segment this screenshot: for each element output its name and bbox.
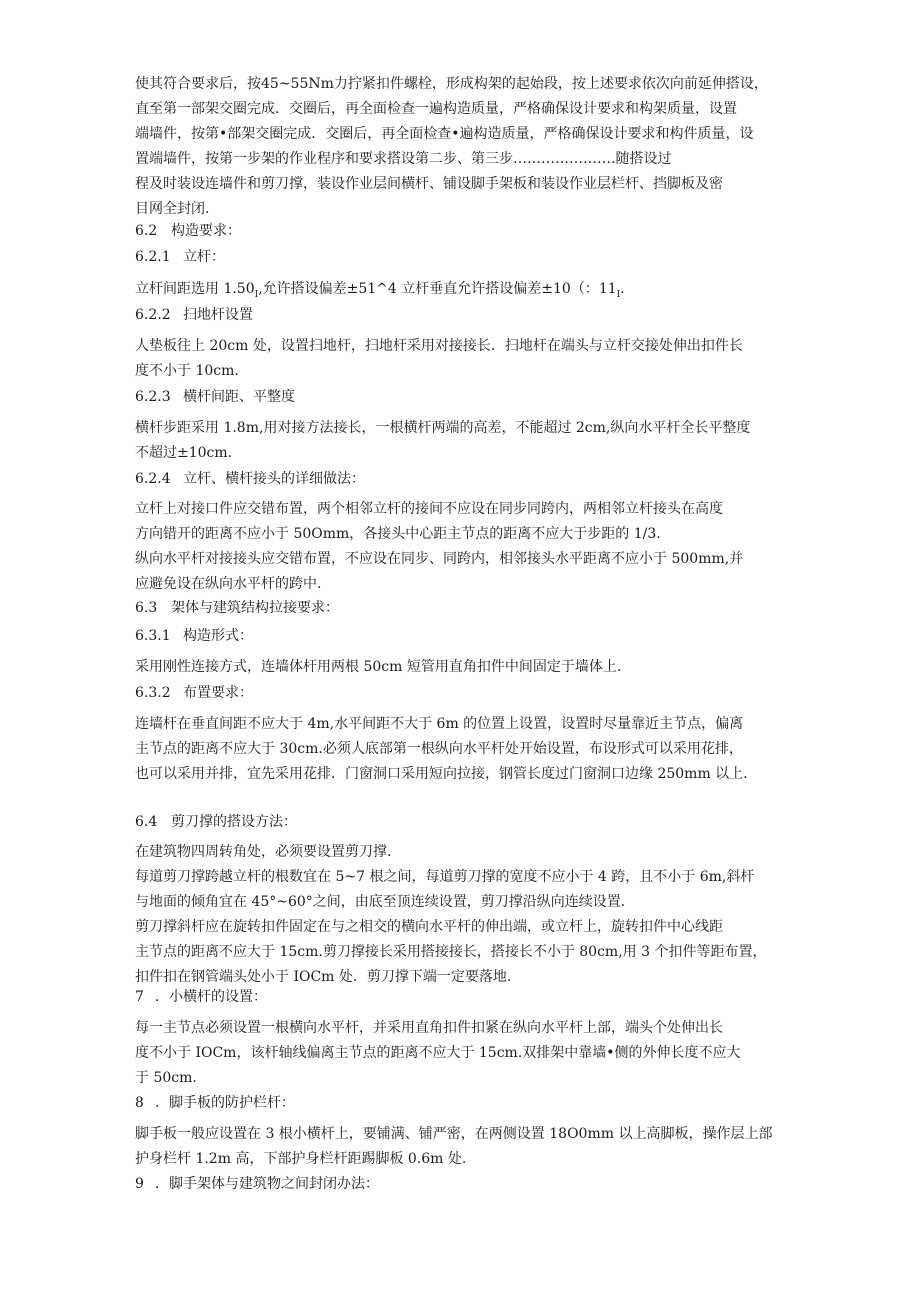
body-line: 不超过±10cm.	[135, 445, 233, 461]
body-line: 每道剪刀撑跨越立杆的根数宜在 5~7 根之间，每道剪刀撑的宽度不应小于 4 跨，且不小于 6m,斜杆	[135, 869, 755, 885]
heading-number: 6.2.1	[135, 249, 171, 265]
body-line: 应避免设在纵向水平杆的跨中.	[135, 576, 322, 592]
heading-6-2-4	[135, 467, 365, 492]
body-text: 立杆间距选用 1.50	[135, 281, 255, 297]
heading-number: 6.2.2	[135, 307, 171, 323]
heading-6-3-1	[135, 624, 253, 649]
intro-line: 使其符合要求后，按45~55Nm力拧紧扣件螺栓，形成构架的起始段，按上述要求依次向前延伸搭设，	[135, 76, 768, 92]
heading-number: 6.3.2	[135, 685, 171, 701]
heading-6-2-3	[135, 385, 295, 410]
heading-title: 构造要求：	[171, 223, 241, 239]
body-line: 连墙杆在垂直间距不应大于 4m,水平间距不大于 6m 的位置上设置，设置时尽量靠近主节点，偏离	[135, 716, 744, 732]
heading-9	[135, 1172, 379, 1197]
heading-6-4	[135, 810, 297, 835]
intro-paragraph	[135, 72, 785, 222]
heading-6-3	[135, 596, 339, 621]
body-line: 于 50cm.	[135, 1070, 197, 1086]
heading-title: 立杆、横杆接头的详细做法：	[183, 471, 365, 487]
body-line: 度不小于 10cm.	[135, 363, 239, 379]
body-line: 主节点的距离不应大于 15cm.剪刀撑接长采用搭接接长，搭接长不小于 80cm,用 3 个扣件等距布置，	[135, 944, 767, 960]
body-text: .	[620, 281, 625, 297]
heading-title: ．小横杆的设置：	[155, 989, 267, 1005]
heading-number: 6.2.4	[135, 471, 171, 487]
subscript: I	[254, 289, 259, 300]
body-line: 也可以采用并排，宜先采用花排．门窗洞口采用短向拉接，钢管长度过门窗洞口边缘 250mm 以上.	[135, 766, 748, 782]
heading-title: 构造形式：	[183, 628, 253, 644]
body-line: 立杆上对接口件应交错布置，两个相邻立杆的接间不应设在同步同跨内，两相邻立杆接头在高度	[135, 501, 723, 517]
paragraph-6-2-1	[135, 277, 785, 302]
heading-title: 剪刀撑的搭设方法：	[171, 814, 297, 830]
heading-title: ．脚手架体与建筑物之间封闭办法：	[155, 1176, 379, 1192]
paragraph-6-2-4	[135, 497, 785, 597]
intro-line: 程及时装设连墙件和剪刀撑，装设作业层间横杆、铺设脚手架板和装设作业层栏杆、挡脚板及密	[135, 176, 723, 192]
body-line: 扣件扣在钢管端头处小于 IOCm 处．剪刀撑下端一定要落地.	[135, 969, 512, 985]
body-line: 主节点的距离不应大于 30cm.必须人底部第一根纵向水平杆处开始设置，布设形式可以采用花排，	[135, 741, 743, 757]
heading-number: 8	[135, 1095, 144, 1111]
body-line: 脚手板一般应设置在 3 根小横杆上，要铺满、铺严密，在两侧设置 18O0mm 以上高脚板，操作层上部	[135, 1126, 773, 1142]
body-line: 方向错开的距离不应小于 50Omm，各接头中心距主节点的距离不应大于步距的 1/3.	[135, 526, 661, 542]
body-line: 剪刀撑斜杆应在旋转扣件固定在与之相交的横向水平杆的伸出端，或立杆上，旋转扣件中心线距	[135, 919, 723, 935]
intro-line: 直至第一部架交圈完成．交圈后，再全面检查一遍构造质量，严格确保设计要求和构架质量，设置	[135, 101, 737, 117]
paragraph-6-4	[135, 840, 785, 990]
body-line: 人垫板往上 20cm 处，设置扫地杆，扫地杆采用对接接长．扫地杆在端头与立杆交接处伸出扣件长	[135, 338, 743, 354]
body-line: 度不小于 IOCm，该杆轴线偏离主节点的距离不应大于 15cm.双排架中靠墙•侧的外伸长度不应大	[135, 1045, 741, 1061]
heading-number: 6.4	[135, 814, 158, 830]
heading-title: 布置要求：	[183, 685, 253, 701]
heading-6-3-2	[135, 681, 253, 706]
heading-number: 9	[135, 1176, 144, 1192]
paragraph-7	[135, 1016, 785, 1091]
heading-number: 7	[135, 989, 144, 1005]
heading-number: 6.3.1	[135, 628, 171, 644]
paragraph-6-2-2	[135, 334, 785, 384]
heading-6-2-2	[135, 303, 253, 328]
heading-title: 架体与建筑结构拉接要求：	[171, 600, 339, 616]
heading-6-2-1	[135, 245, 225, 270]
body-line: 与地面的倾角宜在 45°~60°之间，由底至顶连续设置，剪刀撑沿纵向连续设置.	[135, 894, 626, 910]
heading-title: 横杆间距、平整度	[183, 389, 295, 405]
body-text: ,允许搭设偏差±51^4 立杆垂直允许搭设偏差±10（：11	[258, 281, 617, 297]
heading-number: 6.2	[135, 223, 158, 239]
body-line: 横杆步距采用 1.8m,用对接方法接长，一根横杆两端的高差，不能超过 2cm,纵向水平杆全长平整度	[135, 420, 751, 436]
heading-number: 6.3	[135, 600, 158, 616]
paragraph-6-3-2	[135, 712, 785, 787]
body-line: 护身栏杆 1.2m 高，下部护身栏杆距踢脚板 0.6m 处.	[135, 1151, 467, 1167]
body-line: 纵向水平杆对接接头应交错布置，不应设在同步、同跨内，相邻接头水平距离不应小于 500mm,并	[135, 551, 744, 567]
body-line: 在建筑物四周转角处，必须要设置剪刀撑.	[135, 844, 392, 860]
body-line: 采用刚性连接方式，连墙体杆用两根 50cm 短管用直角扣件中间固定于墙体上.	[135, 659, 622, 675]
intro-line: 目网全封闭．	[135, 201, 219, 217]
paragraph-6-2-3	[135, 416, 785, 466]
heading-6-2	[135, 219, 241, 244]
heading-number: 6.2.3	[135, 389, 171, 405]
body-line: 每一主节点必须设置一根横向水平杆，并采用直角扣件扣紧在纵向水平杆上部，端头个处伸出长	[135, 1020, 723, 1036]
heading-title: 扫地杆设置	[183, 307, 253, 323]
heading-title: 立杆：	[183, 249, 225, 265]
paragraph-6-3-1	[135, 655, 785, 680]
heading-7	[135, 985, 267, 1010]
heading-8	[135, 1091, 295, 1116]
heading-title: ．脚手板的防护栏杆：	[155, 1095, 295, 1111]
paragraph-8	[135, 1122, 785, 1172]
body-line	[135, 277, 785, 302]
subscript: I	[616, 289, 621, 300]
intro-line: 端墙件，按第•部架交圈完成．交圈后，再全面检查•遍构造质量，严格确保设计要求和构件质量，设	[135, 126, 754, 142]
intro-line: 置端墙件，按第一步架的作业程序和要求搭设第二步、第三步………………….随搭设过	[135, 151, 672, 167]
